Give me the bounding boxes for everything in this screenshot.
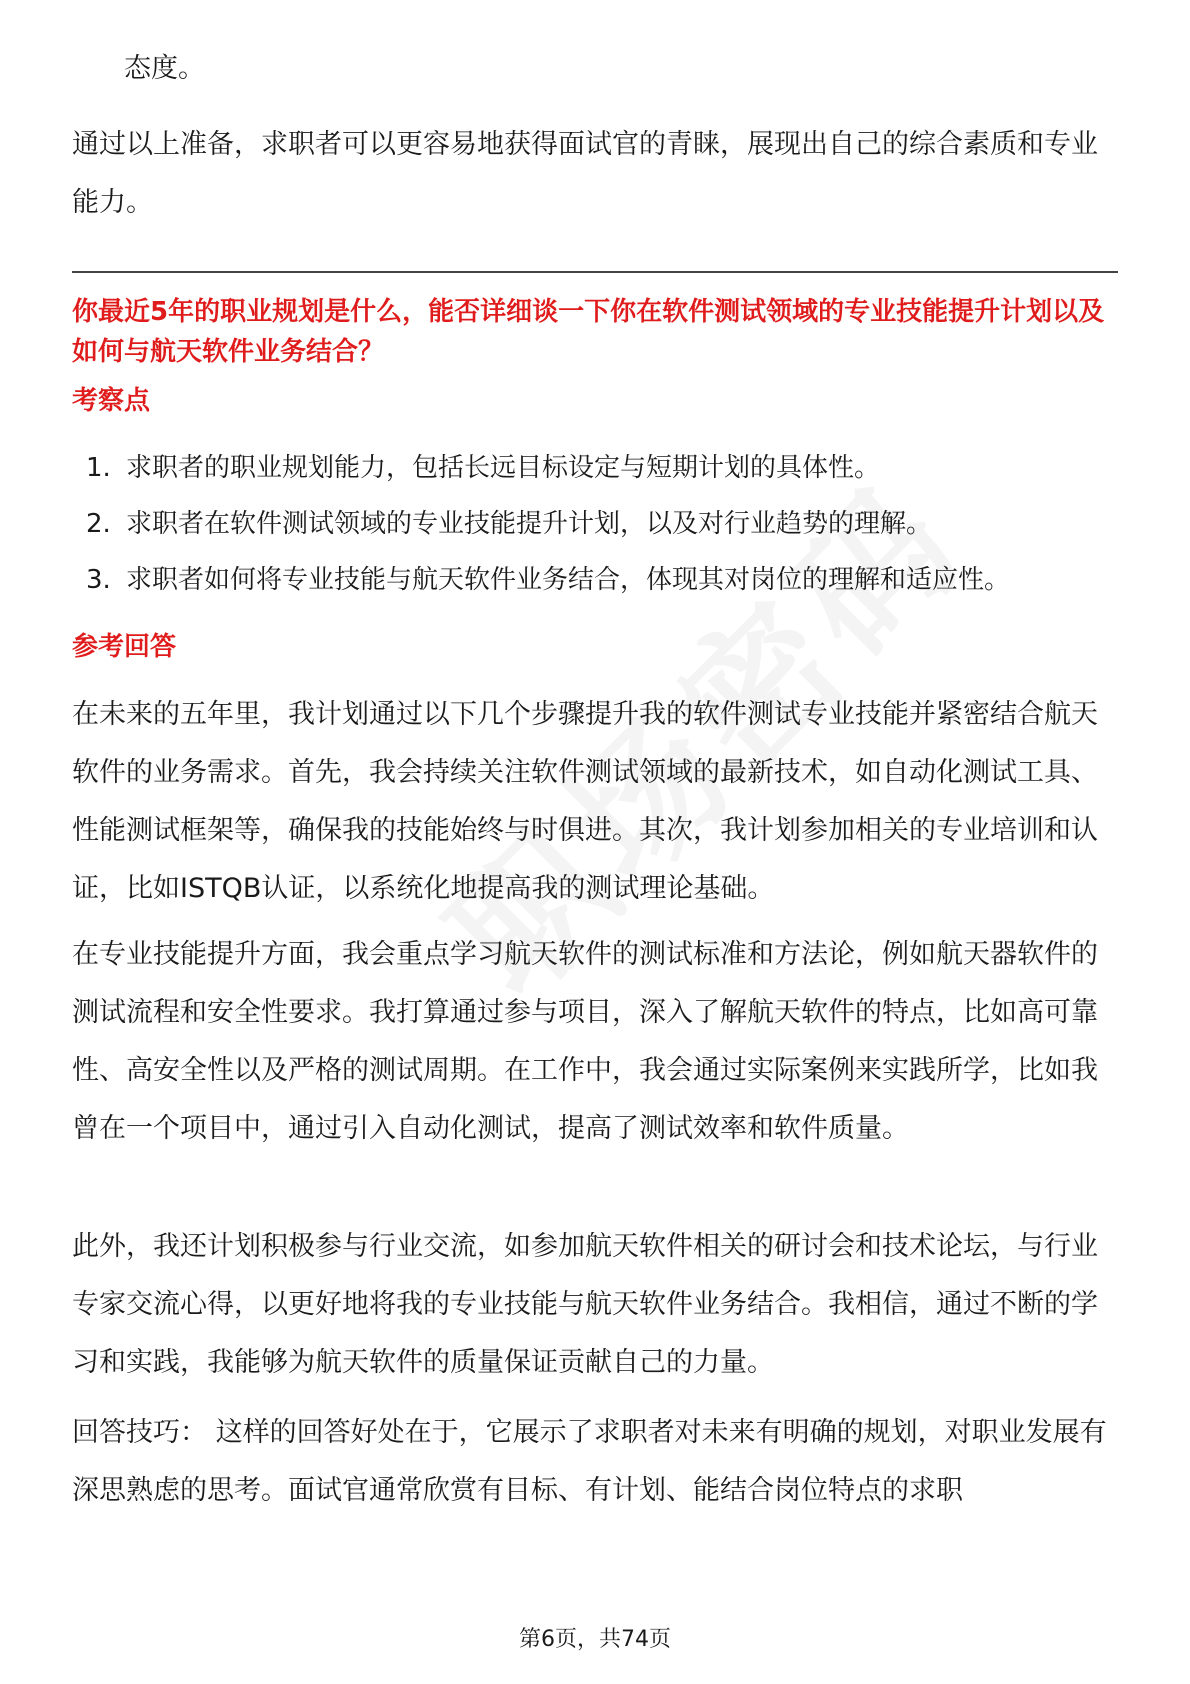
list-item <box>72 496 1118 552</box>
intro-tail-fragment: 态度。 <box>124 53 205 84</box>
list-item-number: 1. <box>86 453 111 483</box>
page-number-footer: 第6页，共74页 <box>519 1627 671 1652</box>
answer-tips: 回答技巧： 这样的回答好处在于，它展示了求职者对未来有明确的规划，对职业发展有深思熟虑的思考。面试官通常欣赏有目标、有计划、能结合岗位特点的求职 <box>72 1417 1107 1506</box>
intro-closing-paragraph: 通过以上准备，求职者可以更容易地获得面试官的青睐，展现出自己的综合素质和专业能力。 <box>72 129 1098 218</box>
points-list <box>72 440 1118 608</box>
list-item-text: 求职者如何将专业技能与航天软件业务结合，体现其对岗位的理解和适应性。 <box>126 565 1011 595</box>
answer-title: 参考回答 <box>72 632 177 662</box>
answer-paragraph-2: 在专业技能提升方面，我会重点学习航天软件的测试标准和方法论，例如航天器软件的测试流程和安全性要求。我打算通过参与项目，深入了解航天软件的特点，比如高可靠性、高安全性以及严格的测试周期。在工作中，我会通过实际案例来实践所学，比如我曾在一个项目中，通过引入自动化测试，提高了测试效率和软件质量。 <box>72 939 1098 1144</box>
section-divider <box>72 271 1118 273</box>
list-item <box>72 552 1118 608</box>
answer-paragraph-1: 在未来的五年里，我计划通过以下几个步骤提升我的软件测试专业技能并紧密结合航天软件的业务需求。首先，我会持续关注软件测试领域的最新技术，如自动化测试工具、性能测试框架等，确保我的技能始终与时俱进。其次，我计划参加相关的专业培训和认证，比如ISTQB认证，以系统化地提高我的测试理论基础。 <box>72 699 1098 904</box>
points-title: 考察点 <box>72 386 151 416</box>
list-item-text: 求职者的职业规划能力，包括长远目标设定与短期计划的具体性。 <box>126 453 881 483</box>
list-item-number: 3. <box>86 565 111 595</box>
list-item <box>72 440 1118 496</box>
list-item-number: 2. <box>86 509 111 539</box>
answer-paragraph-3: 此外，我还计划积极参与行业交流，如参加航天软件相关的研讨会和技术论坛，与行业专家交流心得，以更好地将我的专业技能与航天软件业务结合。我相信，通过不断的学习和实践，我能够为航天软件的质量保证贡献自己的力量。 <box>72 1231 1098 1378</box>
list-item-text: 求职者在软件测试领域的专业技能提升计划，以及对行业趋势的理解。 <box>126 509 933 539</box>
question-heading: 你最近5年的职业规划是什么，能否详细谈一下你在软件测试领域的专业技能提升计划以及如何与航天软件业务结合？ <box>72 297 1105 367</box>
